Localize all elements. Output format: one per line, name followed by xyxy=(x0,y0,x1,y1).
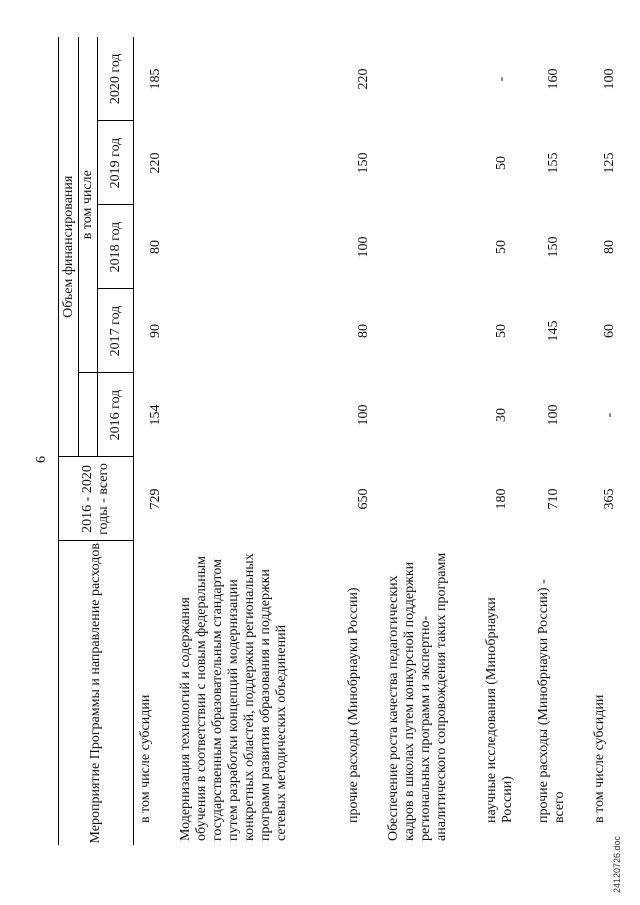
table-row xyxy=(342,37,382,845)
row-name: прочие расходы (Минобрнауки России) - всего xyxy=(535,579,567,823)
year-header-2020: 2020 год xyxy=(98,37,134,121)
table-row xyxy=(532,37,588,845)
cell-y2019 xyxy=(382,121,480,205)
cell-total: 710 xyxy=(545,488,561,510)
cell-total xyxy=(382,457,480,541)
table-row xyxy=(480,37,532,845)
row-name: в том числе субсидии xyxy=(138,694,153,823)
cell-total: 729 xyxy=(148,488,163,510)
cell-y2019: 50 xyxy=(493,156,509,170)
cell-y2016: 100 xyxy=(545,404,561,426)
funding-table xyxy=(58,37,638,845)
cell-y2018: 150 xyxy=(545,236,561,258)
table-body xyxy=(134,37,638,845)
funding-header: Объем финансирования xyxy=(59,37,79,457)
spacer-2016 xyxy=(79,373,98,457)
cell-y2019: 150 xyxy=(355,152,371,174)
table-header xyxy=(59,37,134,845)
cell-y2017 xyxy=(382,289,480,373)
total-header: 2016 - 2020 годы - всего xyxy=(59,457,134,541)
page-number: 6 xyxy=(34,456,49,463)
cell-y2016: 100 xyxy=(355,404,371,426)
cell-y2020: 100 xyxy=(601,68,617,90)
cell-y2017 xyxy=(174,289,342,373)
row-name: в том числе субсидии xyxy=(591,694,607,823)
cell-y2020: 220 xyxy=(355,68,371,90)
row-name: Обеспечение роста качества педагогических кадров в школах путем конкурсной поддержки региональных программ и экспертно-аналитического сопровождения таких программ xyxy=(385,552,449,841)
cell-y2019: 125 xyxy=(601,152,617,174)
row-name: Модернизация технологий и содержания обучения в соответствии с новым федеральным государственным образовательным стандартом путем разработки концепций модернизации конкретных областей, поддержки региональных программ развития образования и поддержки сетевых методических объединений xyxy=(177,553,289,841)
cell-y2016: 30 xyxy=(493,408,509,422)
cell-total xyxy=(174,457,342,541)
cell-y2017: 80 xyxy=(355,324,371,338)
activity-header: Мероприятие Программы и направление расходов xyxy=(59,541,134,845)
year-header-2019: 2019 год xyxy=(98,121,134,205)
cell-y2017: 145 xyxy=(545,320,561,342)
cell-y2016 xyxy=(174,373,342,457)
table-row xyxy=(134,37,174,845)
cell-y2017: 90 xyxy=(148,324,163,338)
cell-y2018 xyxy=(382,205,480,289)
cell-total: 365 xyxy=(601,488,617,510)
document-id: 24120726.doc xyxy=(612,835,622,893)
cell-y2017: 50 xyxy=(493,324,509,338)
cell-y2016 xyxy=(382,373,480,457)
year-header-2016: 2016 год xyxy=(98,373,134,457)
row-name: прочие расходы (Минобрнауки России) xyxy=(345,587,361,823)
cell-y2020 xyxy=(382,37,480,121)
cell-total: 650 xyxy=(355,488,371,510)
cell-y2016: 154 xyxy=(148,404,163,426)
cell-y2018: 80 xyxy=(148,240,163,254)
cell-y2018 xyxy=(174,205,342,289)
table-row xyxy=(588,37,638,845)
table-row xyxy=(382,37,480,845)
cell-y2018: 100 xyxy=(355,236,371,258)
row-name: научные исследования (Минобрнауки России) xyxy=(483,597,515,823)
cell-total: 180 xyxy=(493,488,509,510)
cell-y2019: 220 xyxy=(148,152,163,174)
cell-y2020: 185 xyxy=(148,68,163,90)
cell-y2020: 160 xyxy=(545,68,561,90)
cell-y2019: 155 xyxy=(545,152,561,174)
year-header-2018: 2018 год xyxy=(98,205,134,289)
cell-y2018: 50 xyxy=(493,240,509,254)
table-row xyxy=(174,37,342,845)
cell-y2019 xyxy=(174,121,342,205)
cell-y2020 xyxy=(174,37,342,121)
year-header-2017: 2017 год xyxy=(98,289,134,373)
cell-y2017: 60 xyxy=(601,324,617,338)
incl-header: в том числе xyxy=(79,37,98,373)
cell-y2016: - xyxy=(601,412,617,418)
cell-y2020: - xyxy=(493,76,509,82)
cell-y2018: 80 xyxy=(601,240,617,254)
